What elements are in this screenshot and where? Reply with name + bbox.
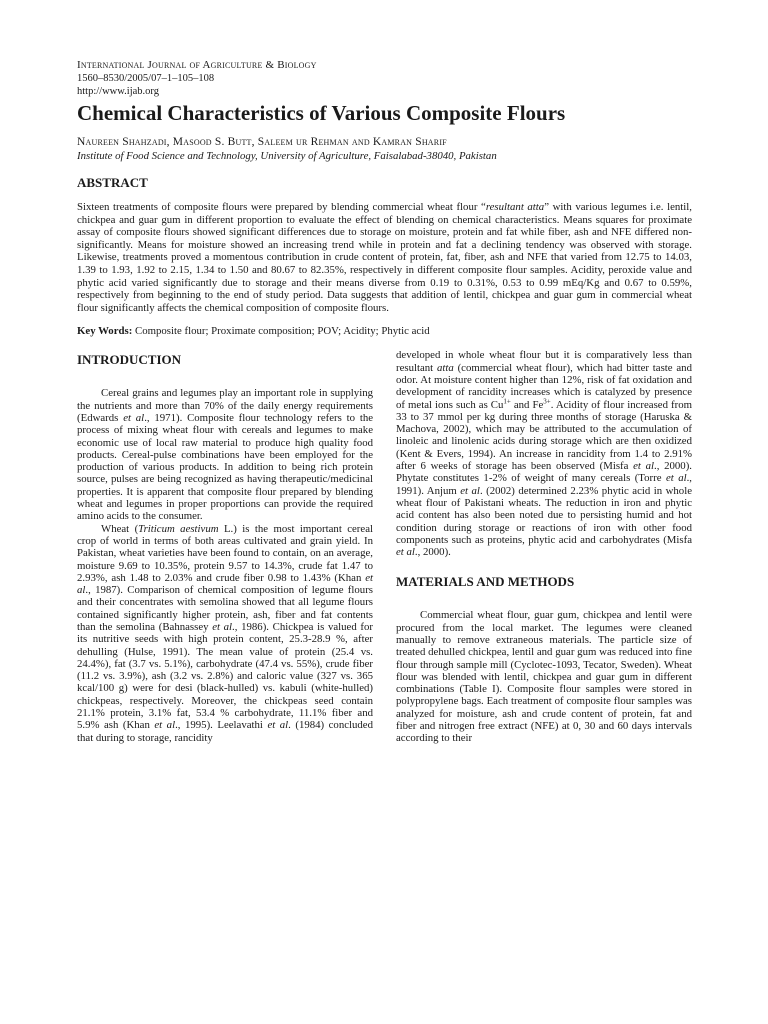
introduction-heading: INTRODUCTION — [77, 352, 182, 368]
methods-paragraph-1: Commercial wheat flour, guar gum, chickpea and lentil were procured from the local market. The legumes were cleaned manually to remove extraneous materials. The particle size of treated dehulled chickpea, lentil and guar gum was reduced into fine flour through sample mill (Cyclotec-1093, Tecator, Sweden). Wheat flour was blended with lentil, chickpea and guar gum in different combinations (Table I). Composite flour samples were stored in polypropylene bags. Each treatment of composite flour samples was analyzed for moisture, ash and crude content of protein, fat and fiber and nitrogen free extract (NFE) at 0, 30 and 60 days intervals according to their — [396, 609, 692, 745]
intro-paragraph-2: Wheat (Triticum aestivum L.) is the most important cereal crop of world in terms of both areas cultivated and grain yield. In Pakistan, wheat varieties have been found to contain, on an average, moisture 9.69 to 10.35%, protein 9.57 to 14.3%, crude fat 1.47 to 2.93%, ash 1.48 to 2.03% and crude fiber 0.98 to 1.43% (Khan et al., 1987). Comparison of chemical composition of legume flours and their concentrates with semolina showed that all legume flours contained significantly higher protein, ash, fiber and fat contents than the semolina (Bahnassey et al., 1986). Chickpea is valued for its nutritive seeds with high protein content, 25.3-28.9 %, after dehulling (Hulse, 1991). The mean value of protein (25.4 vs. 24.4%), fat (3.7 vs. 5.1%), carbohydrate (47.4 vs. 55%), crude fiber (11.2 vs. 3.9%), ash (3.2 vs. 2.8%) and caloric value (327 vs. 365 kcal/100 g) were for desi (black-hulled) vs. kabuli (white-hulled) chickpeas, respectively. Moreover, the chickpeas seed contain 21.1% protein, 3.1% fat, 53.4 % carbohydrate, 11.1% fiber and 5.9% ash (Khan et al., 1995). Leelavathi et al. (1984) concluded that during to storage, rancidity — [77, 522, 373, 744]
issn: 1560–8530/2005/07–1–105–108 — [77, 73, 215, 84]
keywords — [77, 325, 692, 338]
abstract-text: Sixteen treatments of composite flours were prepared by blending commercial wheat flour “resultant atta” with various legumes i.e. lentil, chickpea and guar gum in different proportion to evaluate the effect of blending on chemical characteristics. Means squares for proximate assay of composite flours showed significant differences due to storage on moisture, protein and fat while fiber, ash and NFE differed non-significantly. Means for moisture showed an increasing trend while in protein and fat a declining tendency was observed with storage. Likewise, treatments proved a momentous contribution in crude content of protein, fat, fiber, ash and NFE that varied from 12.75 to 14.03, 1.39 to 1.93, 1.92 to 2.15, 1.34 to 1.50 and 80.67 to 82.35%, respectively in different composite flour samples. Acidity, peroxide value and phytic acid varied significantly due to storage and their means diverse from 0.19 to 0.31%, 0.53 to 0.99 mEq/Kg and 0.67 to 0.59%, respectively from beginning to the end of study period. Data suggests that addition of lentil, chickpea and guar gum in commercial wheat flour significantly affects the chemical composition of composite flours. — [77, 201, 692, 314]
right-column — [396, 349, 692, 744]
keywords-label: Key Words: — [77, 325, 133, 338]
intro-paragraph-3: developed in whole wheat flour but it is comparatively less than resultant atta (commercial wheat flour), which had bitter taste and odor. At moisture content higher than 12%, risk of fat oxidation and development of rancidity increases which is catalyzed by presence of metal ions such as $Cu^{1+}$ and $Fe^{3+}$. Acidity of flour increased from 33 to 37 mmol per kg during three months of storage (Haruska & Machova, 2002), which may be attributed to the accumulation of linoleic and linolenic acids during storage which are then oxidized (Kent & Evers, 1994). An increase in rancidity from 1.4 to 2.91% after 6 weeks of storage has been observed (Misfa et al., 2000). Phytate constitutes 1-2% of weight of many cereals (Torre et al., 1991). Anjum et al. (2002) determined 2.23% phytic acid in whole wheat flour of Pakistani wheats. The reduction in iron and phytic acid content has also been noted due to persisting humid and hot condition during storage or reactions of iron with other food components such as proteins, phytic acid and carbohydrates (Misfa et al., 2000). — [396, 349, 693, 559]
authors: Naureen Shahzadi, Masood S. Butt, Saleem ur Rehman and Kamran Sharif — [77, 136, 447, 148]
intro-paragraph-1: Cereal grains and legumes play an important role in supplying the nutrients and more than 70% of the daily energy requirements (Edwards et al., 1971). Composite flour technology refers to the process of mixing wheat flour with cereals and legumes to make economic use of local raw material to produce high quality food products. Cereal-pulse combinations have been employed for the production of various products. In addition to being rich protein source, pulses are being recognized as having therapeutic/medicinal properties. It is apparent that composite flour prepared by blending wheat and legumes in proper proportions can provide the required amino acids to the consumer. — [77, 387, 374, 523]
left-column — [77, 349, 373, 744]
abstract-heading: ABSTRACT — [77, 175, 148, 190]
paper-title: Chemical Characteristics of Various Composite Flours — [77, 101, 566, 125]
keywords-text: Composite flour; Proximate composition; POV; Acidity; Phytic acid — [132, 325, 430, 338]
journal-url[interactable]: http://www.ijab.org — [77, 86, 159, 97]
body-columns — [77, 349, 692, 744]
journal-name: International Journal of Agriculture & Biology — [77, 59, 317, 71]
affiliation: Institute of Food Science and Technology, University of Agriculture, Faisalabad-38040, Pakistan — [77, 150, 497, 162]
materials-methods-heading: MATERIALS AND METHODS — [396, 574, 575, 590]
